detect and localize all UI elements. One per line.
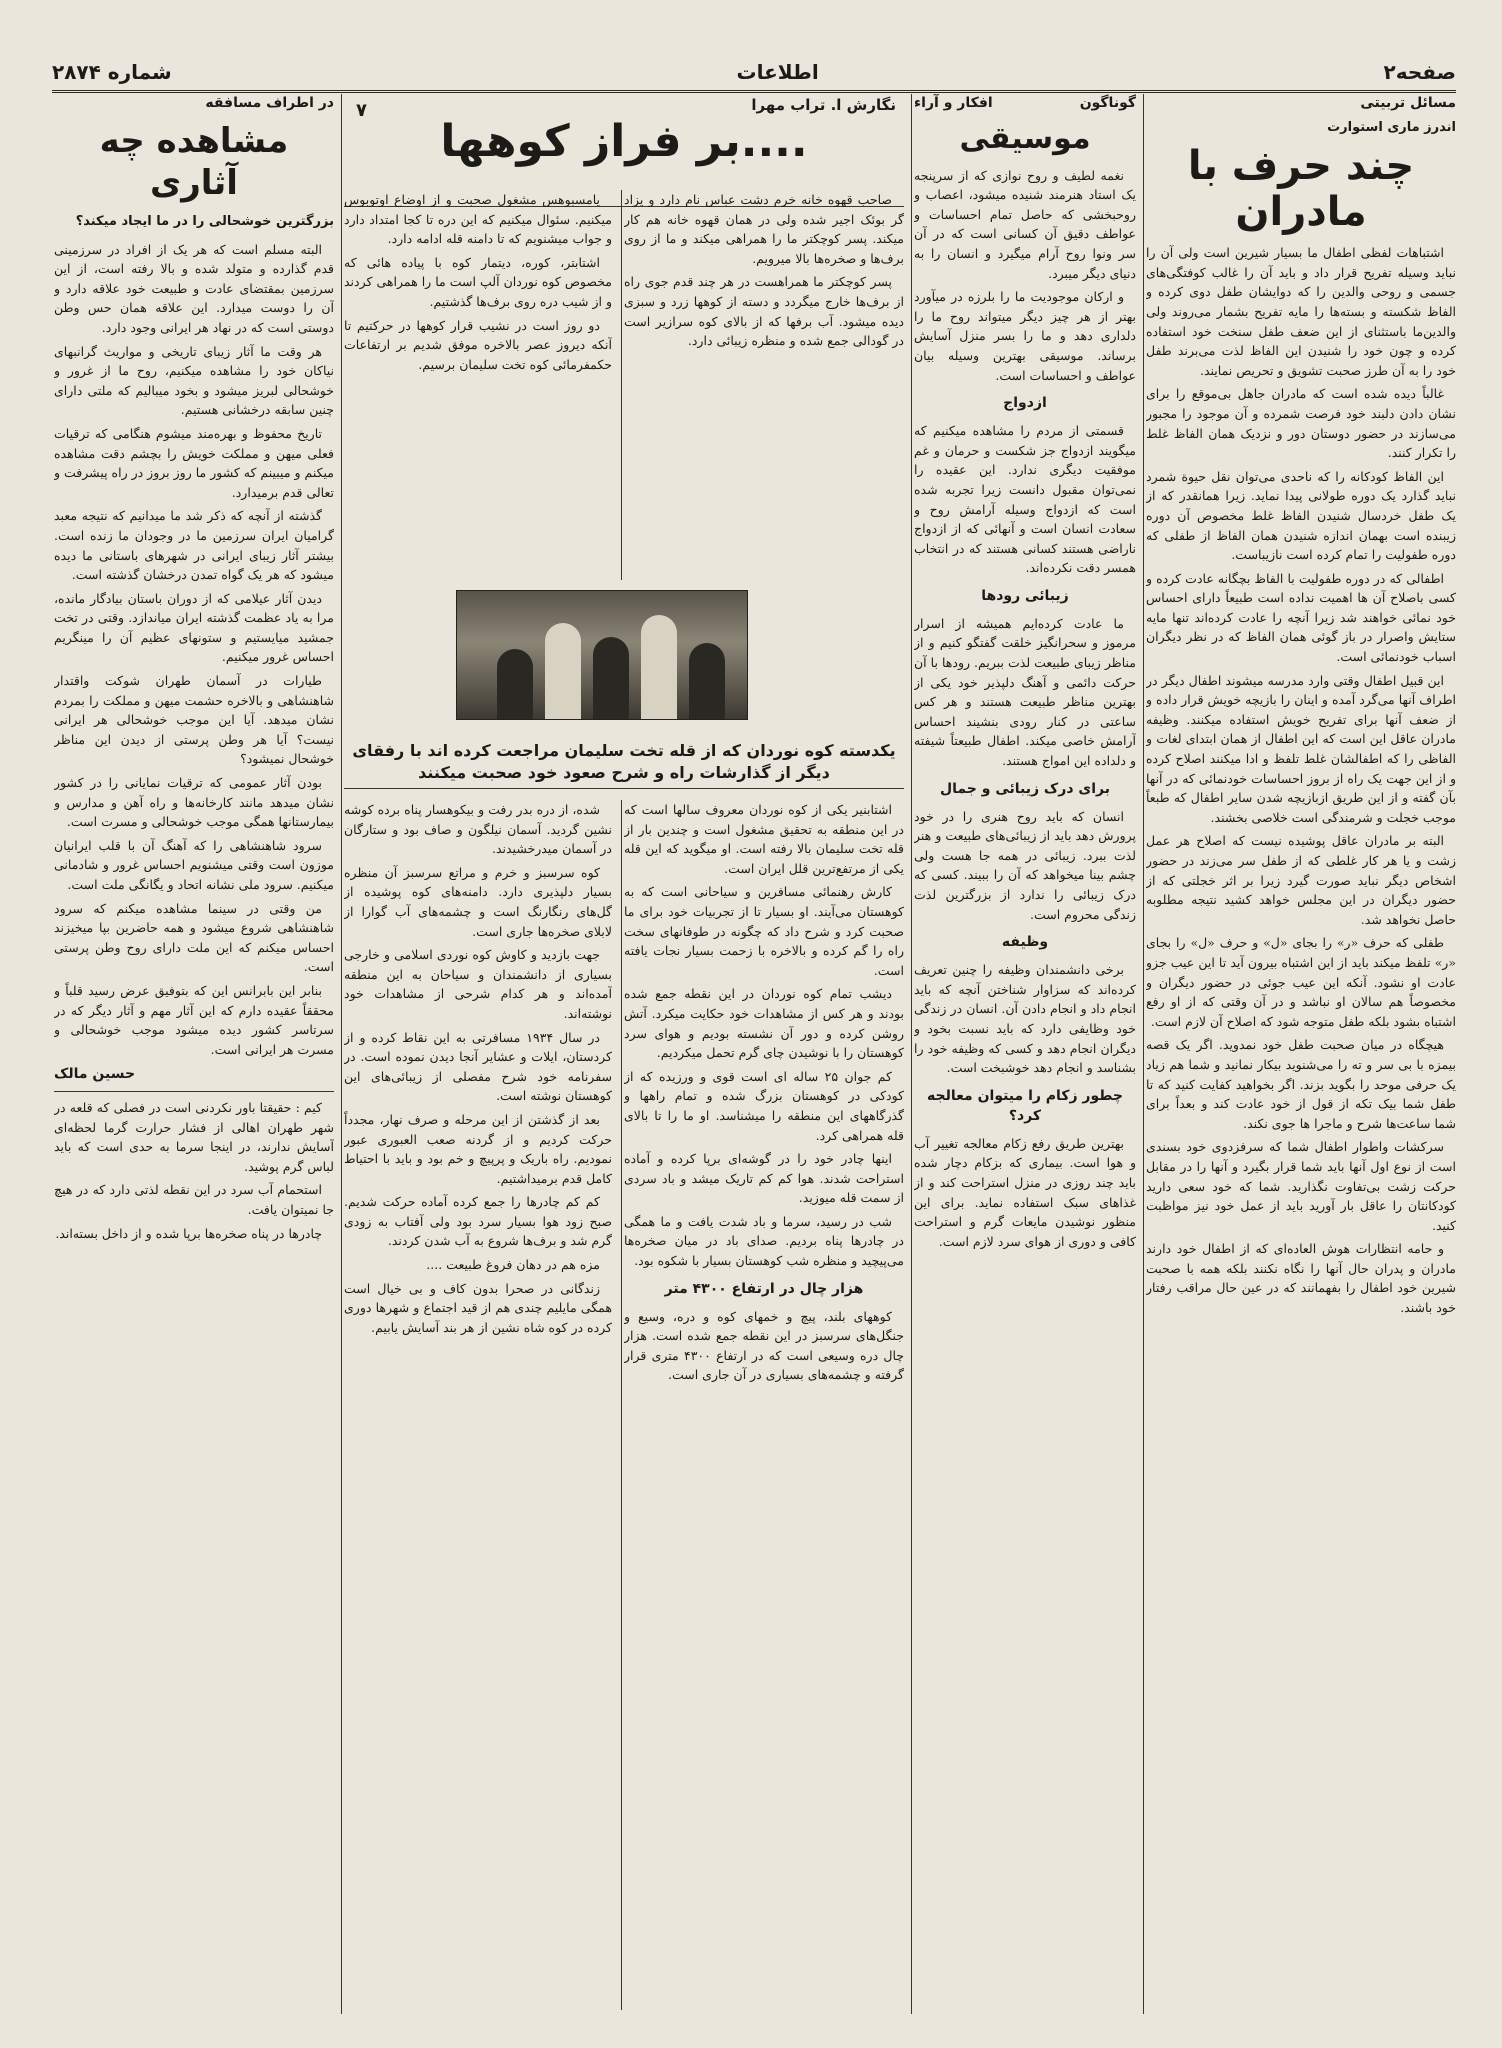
- paragraph: بهترین طریق رفع زکام معالجه تغییر آب و هوا است. بیماری که بزکام دچار شده باید چند روزی در منزل استراحت کند و از غذاهای سبک استفاده نماید. برای این منظور نوشیدن مایعات گرم و استراحت کافی و دوری از هوای سرد لازم است.: [914, 1135, 1136, 1249]
- paragraph: کم جوان ۲۵ ساله ای است قوی و ورزیده که از کودکی در کوهستان بزرگ شده و تمام راهها و گذرگاههای این منطقه را میشناسد. او ما را تا بالای قله همراهی کرد.: [624, 1068, 904, 1143]
- paragraph: چادرها در پناه صخره‌ها برپا شده و از داخل بسته‌اند.: [55, 1225, 322, 1241]
- paragraph: اشتابتر، کوره، دیتمار کوه با پیاده هائی که مخصوص کوه نوردان آلپ است ما را همراهی کردند و از شیب دره روی برف‌ها گذشتیم.: [344, 254, 612, 309]
- article-music: [914, 94, 1136, 2014]
- paragraph: البته بر مادران عاقل پوشیده نیست که اصلاح هر عمل زشت و یا هر کار غلطی که از طفل سر می‌زند در حضور اشخاص دیگر نباید صورت گیرد زیرا بر اثر خجلتی که از حضور دیگران در این مجلس خواهد کشید نتیجه مطلوبه حاصل نخواهد شد.: [1146, 833, 1456, 927]
- section-kicker: گوناگون: [1079, 95, 1136, 111]
- paragraph: انسان که باید روح هنری را در خود پرورش دهد باید از زیبائی‌های طبیعت و هنر لذت ببرد. زیبائی در همه جا هست ولی چشم بینا میخواهد که آن را ببیند. کسی که درک زیبائی را ندارد از بزرگترین لذت زندگی محروم است.: [914, 808, 1136, 922]
- paragraph: کیم : حقیقتا باور نکردنی است در فصلی که قلعه در شهر طهران اهالی از فشار حرارت گرما لحظه‌ای آسایش ندارند، در اینجا سرما به حدی است که باید لباس گرم پوشید.: [54, 1099, 334, 1174]
- paragraph: این الفاظ کودکانه را که ناحدی می‌توان نقل حیوة شمرد نباید گذارد یک دوره طولانی پیدا نماید. زیرا همانقدر که از یک طفل خردسال شنیدن الفاظ غلط مخصوص آن دوره زیبنده است بهمان اندازه شنیدن همان الفاظ از طفلی که دوره طفولیت را تمام کرده است نازیباست.: [1146, 468, 1456, 563]
- paragraph: اشتابنیر یکی از کوه نوردان معروف سالها است که در این منطقه به تحقیق مشغول است و چندین بار از قله تخت سلیمان بالا رفته است. او میگوید که این قله یکی از مرتفع‌ترین قلل ایران است.: [624, 802, 904, 876]
- feature-subhead: هزار چال در ارتفاع ۴۳۰۰ متر: [664, 1280, 864, 1297]
- paragraph: شب در رسید، سرما و باد شدت یافت و ما همگی در چادرها پناه بردیم. صدای باد در میان صخره‌ها می‌پیچید و منظره شب کوهستان بسیار با شکوه بود.: [624, 1213, 904, 1269]
- paragraph: این قبیل اطفال وقتی وارد مدرسه میشوند اطفال دیگر در اطراف آنها می‌گرد آمده و اینان را بازیچه خویش قرار داده و از ضعف آنها برای تفریح خویش استفاده میکنند. وظیفه مادران عاقل این است که این اطفال از همان ابتدای لغات و الفاظی را که اطفالشان غلط تلفظ و ادا میکنند اصلاح کرده و از این جهت یک راه از بروز احساسات خودنمائی که در آنها بآن گفته و از این طریق ازبازیچه شدن سایر اطفال که طبعاً موجب خجلت و شرمندگی است خلاصی بخشند.: [1146, 672, 1456, 825]
- column-rule: [621, 190, 622, 580]
- photo-caption: یکدسته کوه نوردان که از قله تخت سلیمان مراجعت کرده اند با رفقای دیگر از گذارشات راه و شرح صعود خود صحبت میکنند: [344, 740, 904, 789]
- paragraph: دو روز است در نشیب قرار کوهها در حرکتیم تا آنکه دیروز عصر بالاخره موفق شدیم بر ارتفاعات حکمفرمائی کوه تخت سلیمان برسیم.: [344, 317, 612, 372]
- author-signature: حسین مالک: [54, 1066, 136, 1083]
- paragraph: اطفالی که در دوره طفولیت با الفاظ بچگانه عادت کرده و کسی باصلاح آن ها اهمیت نداده است طبیعاً دارای احساس خود نمائی خواهند شد زیرا آنچه را عادت کرده‌اند تنها مایه ستایش واصرار در باز گوئی همان الفاظ که در نظر دیگران اسباب خودنمائی است.: [1146, 570, 1456, 665]
- paragraph: ما عادت کرده‌ایم همیشه از اسرار مرموز و سحرانگیز خلقت گفتگو کنیم و از مناظر زیبای طبیعت لذت ببریم. رودها با آن حرکت دائمی و آهنگ دلپذیر خود یکی از بهترین مناظر طبیعت هستند و هر کس ساعتی در کنار رودی بنشیند احساس آرامش خاصی میکند. اطفال طبیعتاً شیفته و دلداده این امواج هستند.: [914, 615, 1136, 769]
- paragraph: در سال ۱۹۳۴ مسافرتی به این نقاط کرده و از کردستان، ایلات و عشایر آنجا دیدن نموده است. در سفرنامه خود شرح مفصلی از زیبائی‌های این کوهستان نوشته است.: [344, 1029, 612, 1104]
- mountaineers-photo: [456, 590, 748, 720]
- paragraph: استحمام آب سرد در این نقطه لذتی دارد که در هیچ جا نمیتوان یافت.: [54, 1182, 334, 1217]
- paragraph: کوههای بلند، پیچ و خمهای کوه و دره، وسیع و جنگل‌های سرسبز در این نقطه جمع شده است. هزار چال دره وسیعی است که در ارتفاع ۴۳۰۰ متری قرار گرفته و چشمه‌های بسیاری در آن جاری است.: [624, 1308, 904, 1383]
- column-rule: [1143, 94, 1144, 2014]
- divider: [54, 1091, 334, 1092]
- paragraph: طفلی که حرف «ر» را بجای «ل» و حرف «ل» را بجای «ر» تلفظ میکند باید از این اشتباه بیرون آید تا این عیب جزو عادت او نشود. آنکه این عیب جوئی در حضور دیگران و مخصوصاً هم سالان او نباشد و در آن وقتی که از او رفع اشتباه بشود بلکه طفل متوجه شود که اصلاح آن لازم است.: [1146, 935, 1456, 1029]
- part-number: ۷: [356, 100, 367, 121]
- paragraph: برخی دانشمندان وظیفه را چنین تعریف کرده‌اند که سزاوار شناختن آنچه که باید انجام داد و انجام دادن آن. انسان در زندگی خود وظایفی دارد که باید نسبت بخود و دیگران انجام دهد و کسی که وظیفه خود را بشناسد و انجام دهد خوشبخت است.: [914, 962, 1136, 1076]
- paper-name: اطلاعات: [736, 60, 819, 84]
- article-mothers: [1146, 94, 1456, 2014]
- figure-shape: [641, 615, 677, 719]
- paragraph: بعد از گذشتن از این مرحله و صرف نهار، مجدداً حرکت کردیم و از گردنه صعب العبوری عبور نمودیم. راه باریک و پرپیچ و خم بود و باید با احتیاط کامل قدم برمیداشتیم.: [344, 1111, 612, 1186]
- paragraph: قسمتی از مردم را مشاهده میکنیم که میگویند ازدواج جز شکست و حرمان و غم موفقیت دیگری ندارد. این عقیده را نمی‌توان مقبول دانست زیرا تجربه شده است که ازدواج وسیله آرامش روح و سعادت انسان است و آنهائی که از ازدواج ناراضی هستند کسانی هستند که در انتخاب همسر دقت نکرده‌اند.: [914, 423, 1136, 576]
- paragraph: کوه سرسبز و خرم و مراتع سرسبز آن منظره بسیار دلپذیری دارد. دامنه‌های کوه پوشیده از گل‌های رنگارنگ است و چشمه‌های آب گوارا از لابلای صخره‌ها جاری است.: [344, 864, 612, 939]
- paragraph: کارش رهنمائی مسافرین و سیاحانی است که به کوهستان می‌آیند. او بسیار تا از تجربیات خود برای ما صحبت کرد و شرح داد که چگونه در طوفانهای سخت راه را گم کرده و بالاخره با زحمت بسیار نجات یافته است.: [624, 884, 904, 978]
- section-kicker: در اطراف مسافقه: [205, 95, 334, 111]
- article-subtitle: بزرگترین خوشحالی را در ما ایجاد میکند؟: [75, 213, 334, 229]
- byline: نگارش ا. تراب مهرا: [751, 96, 896, 114]
- paragraph: بنابر این بابرانس این که بتوفیق عرض رسید قلباً و محققاً عقیده دارم که این آثار مهم و آثار دیگر که در سرتاسر کشور دیده میشود موجب خوشحالی و مسرت هر ایرانی است.: [54, 982, 334, 1057]
- paragraph: سرود شاهنشاهی را که آهنگ آن با قلب ایرانیان موزون است وقتی میشنویم احساس غرور و شادمانی میکنیم. سرود ملی نشانه اتحاد و یگانگی ملت است.: [54, 837, 334, 892]
- paragraph: هیچگاه در میان صحبت طفل خود نمدوید. اگر یک قصه بیمزه با بی سر و ته را می‌شنوید بیکار نمانید و شما هم زیاد یک حرفی موحد را بگوید بزند. اگر بخواهید کفایت کنید که تا طفل شما بیک تکه از قول از خود عادت کند و بعداً برای شما ساعت‌ها شرح و ماجرا ها جوی ‌نکند.: [1146, 1037, 1456, 1131]
- section-header: [914, 94, 1136, 114]
- figure-shape: [497, 649, 533, 719]
- paragraph: هر وقت ما آثار زیبای تاریخی و مواریث گرانبهای نیاکان خود را مشاهده میکنیم، روح ما از غرور و خوشحالی لبریز میشود و بخود میبالیم که ملتی دارای چنین سابقه درخشانی هستیم.: [54, 343, 334, 418]
- paragraph: من وقتی در سینما مشاهده میکنم که سرود شاهنشاهی شروع میشود و همه حاضرین بپا میخیزند احساس میکنم که این ملت دارای روح وطن پرستی است.: [54, 900, 334, 975]
- paragraph: بودن آثار عمومی که ترقیات نمایانی را در کشور نشان میدهد مانند کارخانه‌ها و راه آهن و مدارس و بیمارستانها همگی موجب خوشحالی و مسرت است.: [54, 775, 334, 830]
- section-kicker: مسائل تربیتی: [1360, 95, 1456, 111]
- section-heading: ازدواج: [1003, 395, 1047, 412]
- paragraph: سرکشات واطوار اطفال شما که سرفزدوی خود بسندی است از نوع اول آنها باید شما قرار بگیرد و آنها را در مقابل حرکت زشت بی‌تفاوت نگذارید. شما که خود سعی دارید کودکانتان را عاقل بار آورید باید از عمل خود نیز مواظبت کنید.: [1146, 1139, 1456, 1233]
- feature-body-left: [344, 800, 612, 2010]
- paragraph: طیارات در آسمان طهران شوکت واقتدار شاهنشاهی و بالاخره حشمت میهن و مملکت را بمردم نشان میدهد. آیا این موجب خوشحالی هر ایرانی نیست؟ آیا هر وطن پرستی از دیدن این مناظر خوشحال نمیشود؟: [54, 673, 334, 767]
- paragraph: و حامه انتظارات هوش العاده‌ای که از اطفال خود دارند مادران و پدران حال آنها را نگاه نکنند بلکه همه با صحبت شیرین خود اطفال را بفهمانند که در عین حال مراقب رفتار خود باشند.: [1146, 1241, 1456, 1316]
- paragraph: صاحب قهوه خانه خرم دشت عباس نام دارد و یزاد گر بوئک اجیر شده ولی در همان قهوه خانه هم کار میکند. پسر کوچکتر ما را همراهی میکند و ما از روی برف‌ها و صخره‌ها بالا میرویم.: [624, 192, 904, 266]
- section-heading: چطور زکام را میتوان معالجه کرد؟: [927, 1087, 1123, 1124]
- paragraph: زندگانی در صحرا بدون کاف و بی خیال است همگی مایلیم چندی هم از قید اجتماع و شهرها دوری کرده در کوه شاه نشین از هر بند آسایش یابیم.: [344, 1280, 612, 1335]
- feature-top-right: [624, 190, 904, 580]
- paragraph: تاریخ محفوظ و بهره‌مند میشوم هنگامی که ترقیات فعلی میهن و مملکت خویش را بچشم دقت مشاهده میکنم و میبینم که کشور ما روز بروز در راه پیشرفت و تعالی قدم برمیدارد.: [54, 425, 334, 500]
- paragraph: دیدن آثار عیلامی که از دوران باستان بیادگار مانده، مرا به یاد عظمت گذشته ایران میاندازد. وقتی در تخت جمشید میایستیم و ستونهای عظیم آن را مینگریم احساس غرور میکنیم.: [54, 590, 334, 665]
- page-label: صفحه۲: [1383, 60, 1456, 84]
- paragraph: مزه هم در دهان فروغ طبیعت ....: [426, 1257, 600, 1273]
- figure-shape: [545, 623, 581, 719]
- paragraph: البته مسلم است که هر یک از افراد در سرزمینی قدم گذارده و متولد شده و بالا رفته است، از این سرزمین بمقتضای عادت و طبیعت خود علاقه دارد و آن را دوست میدارد. این علاقه همان حس وطن دوستی است که در نهاد هر ایرانی وجود دارد.: [54, 241, 334, 335]
- paragraph: گذشته از آنچه که ذکر شد ما میدانیم که نتیجه معبد گرامیان ایران سرزمین ما در وجودان ما زنده است. بیشتر آثار زیبای ایرانی در شهرهای باستانی ما دیده میشود که هر یک گواه تمدن درخشان گذشته است.: [54, 508, 334, 583]
- article-heritage: [54, 94, 334, 2014]
- paragraph: شده، از دره بدر رفت و بیکوهسار پناه برده کوشه نشین گردید. آسمان نیلگون و صاف بود و ستارگان در آسمان میدرخشیدند.: [344, 802, 612, 857]
- figure-shape: [593, 637, 629, 719]
- section-subkicker: افکار و آراء: [914, 95, 993, 111]
- paragraph: یامسبوهس مشغول صحبت و از اوضاع اوتوبوس میکنیم. سئوال میکنیم که این دره تا کجا امتداد دارد و جواب میشنویم که تا دامنه قله ادامه دارد.: [344, 192, 612, 247]
- issue-label: شماره ۲۸۷۴: [52, 60, 172, 84]
- feature-top-left: [344, 190, 612, 580]
- paragraph: جهت بازدید و کاوش کوه نوردی اسلامی و خارجی بسیاری از دانشمندان و سیاحان به این منطقه آمده‌اند و هر کدام شرحی از مشاهدات خود نوشته‌اند.: [344, 947, 612, 1021]
- paragraph: اینها چادر خود را در گوشه‌ای برپا کرده و آماده استراحت شدند. هوا کم کم تاریک میشد و باد سردی از سمت قله میوزید.: [624, 1151, 904, 1206]
- running-header: [52, 54, 1456, 93]
- article-subkicker: اندرز ماری استوارت: [1327, 119, 1456, 135]
- section-heading: زیبائی رودها: [981, 587, 1069, 604]
- feature-title: ....بر فراز کوهها: [440, 116, 808, 167]
- paragraph: نغمه لطیف و روح نوازی که از سرپنجه یک استاد هنرمند شنیده میشود، اعصاب و روحبخشی که حاصل تمام احساسات و عواطف دقیق آن کسانی است که در آن سر ونوا روح آرام میگیرد و انسان را به دنیای دیگر میبرد.: [914, 167, 1136, 281]
- column-rule: [621, 800, 622, 2010]
- paragraph: پسر کوچکتر ما همراهست در هر چند قدم جوی راه از برف‌ها خارج میگردد و دسته از کوهها زرد و سبزی دیده میشود. آب برفها که از بالای کوه سرازیر است در گودالی جمع شده و منظره زیبائی دارد.: [624, 274, 904, 349]
- paragraph: اشتباهات لفظی اطفال ما بسیار شیرین است ولی آن را نباید وسیله تفریح قرار داد و باید آن را غالب کوفتگی‌های جسمی و روحی والدین را که دوایشان طفل دوی کرده و الفاظ شکسته و بسته‌ها را مایه تفریح بشمار می‌روند ولی والدین‌ما باستثنای از این ضعف طفل سنخت خود استفاده کرده و چون خود را شنیدن این الفاظ لذت می‌برند طفل خود را به آن طرز صحبت تشویق و تحریص نمایند.: [1146, 245, 1456, 378]
- paragraph: غالباً دیده شده است که مادران جاهل بی‌موقع را برای نشان دادن دلبند خود فرصت شمرده و آن موجود را مجبور می‌سازند در حضور دوستان دور و نزدیک همان الفاظ غلط را تکرار کنند.: [1146, 386, 1456, 461]
- section-heading: وظیفه: [1001, 934, 1049, 951]
- figure-shape: [689, 643, 725, 719]
- article-title: چند حرف با مادران: [1187, 143, 1415, 236]
- article-title: موسیقی: [959, 120, 1091, 156]
- paragraph: دیشب تمام کوه نوردان در این نقطه جمع شده بودند و هر کس از مشاهدات خود حکایت میکرد. آتش روشن کرده و دور آن نشسته بودیم و هوای سرد کوهستان را با نوشیدن چای گرم تحمل میکردیم.: [624, 986, 904, 1061]
- column-rule: [341, 94, 342, 2014]
- feature-body-right: [624, 800, 904, 2010]
- paragraph: کم کم چادرها را جمع کرده آماده حرکت شدیم. صبح زود هوا بسیار سرد بود ولی آفتاب به زودی گرم شد و برف‌ها شروع به آب شدن کردند.: [344, 1194, 612, 1249]
- paragraph: و ارکان موجودیت ما را بلرزه در میآورد بهتر از هر چیز دیگر میتواند روح ما را دلداری دهد و ما را بسر منزل آسایش برساند. موسیقی بهترین وسیله بیان عواطف و احساسات است.: [914, 289, 1136, 383]
- column-rule: [911, 94, 912, 2014]
- article-title: مشاهده چه آثاری: [99, 120, 289, 203]
- section-heading: برای درک زیبائی و جمال: [940, 780, 1110, 797]
